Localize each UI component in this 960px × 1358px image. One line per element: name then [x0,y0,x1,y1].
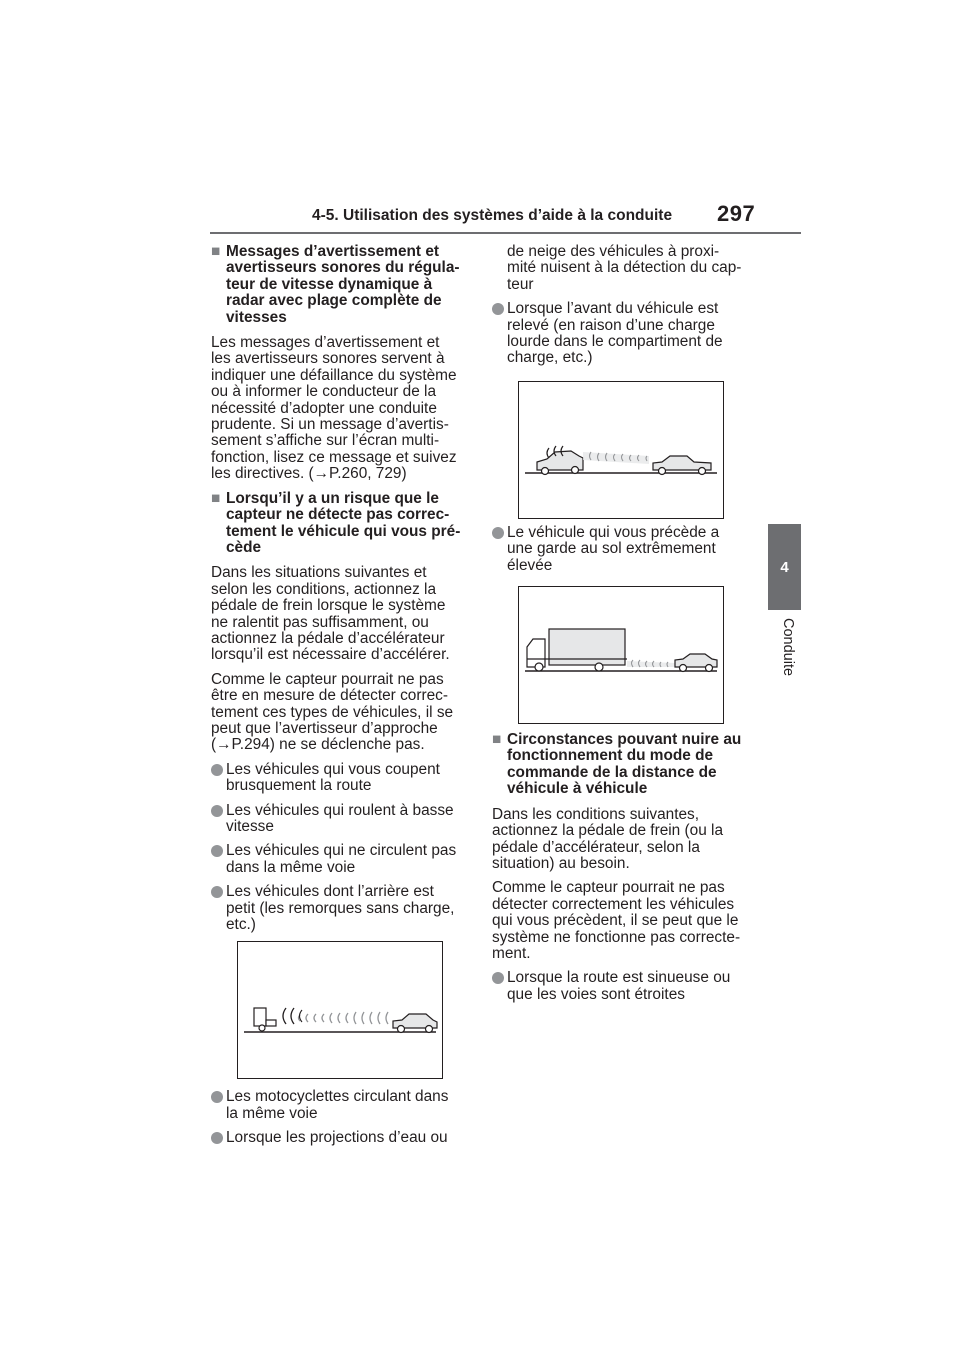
list-item: Les motocyclettes circulant dans la même voie [211,1089,475,1122]
bullet-dot-icon [211,886,223,898]
bullet-dot-icon [211,764,223,776]
paragraph-warnings: Les messages d’avertissement et les avertisseurs sonores servent à indiquer une défaillance du système ou à informer le conducteur de la nécessité d’adopter une conduite prudente. Si un message d’avertis- sement s’affiche sur l’écran multi- fonction, lisez ce message et suivez les directives. (→P.260, 729) [211,335,475,483]
section-heading-sensor: ■ Lorsqu’il y a un risque que le capteur ne détecte pas correc- tement le véhicule qui vous pré- cède [211,489,461,556]
right-column [492,244,757,1011]
bullet-dot-icon [492,303,504,315]
left-column [211,244,475,1155]
section-heading-warnings: ■ Messages d’avertissement et avertisseurs sonores du régula- teur de vitesse dynamique à radar avec plage complète de vitesses [211,243,460,326]
bullet-dot-icon [211,1132,223,1144]
bullet-dot-icon [211,845,223,857]
illustration-raised-front [518,381,724,519]
square-bullet-icon: ■ [211,243,221,260]
chapter-tab[interactable] [768,524,801,610]
chapter-label: Conduite [780,618,796,677]
paragraph-sensor-detection: Comme le capteur pourrait ne pas détecter correctement les véhicules qui vous précèdent, il se peut que le système ne fonctionne pas correcte- ment. [492,879,741,962]
list-item: Lorsque la route est sinueuse ou que les voies sont étroites [492,970,757,1003]
bullet-dot-icon [492,972,504,984]
list-item: Les véhicules qui vous coupent brusquement la route [211,762,475,795]
list-item: Lorsque les projections d’eau ou [211,1130,475,1146]
bullet-dot-icon [211,805,223,817]
list-item: Les véhicules dont l’arrière est petit (les remorques sans charge, etc.) [211,884,475,933]
continuation-text: de neige des véhicules à proxi- mité nuisent à la détection du cap- teur [507,243,742,293]
bullet-dot-icon [211,1091,223,1103]
square-bullet-icon: ■ [211,489,221,507]
bullet-dot-icon [492,527,504,539]
page-reference-link[interactable]: les directives. (→P.260, 729) [211,465,407,483]
illustration-high-clearance-truck [518,586,724,724]
section-heading-distance-control: ■ Circonstances pouvant nuire au fonctionnement du mode de commande de la distance de véhicule à véhicule [492,731,742,798]
header-rule [210,232,801,234]
section-title: 4-5. Utilisation des systèmes d’aide à la conduite [312,207,673,224]
list-item: Le véhicule qui vous précède a une garde au sol extrêmement élevée [492,525,757,574]
page-reference-link[interactable]: (→P.294) ne se déclenche pas. [211,736,425,754]
page-number: 297 [717,201,756,226]
list-item: Les véhicules qui ne circulent pas dans la même voie [211,843,475,876]
chapter-number: 4 [780,558,789,576]
illustration-small-trailer [237,941,443,1079]
paragraph-situations: Dans les situations suivantes et selon les conditions, actionnez la pédale de frein lorsque le système ne ralentit pas suffisamment, ou actionnez la pédale d’accélérateur lorsqu’il est nécessaire d’accélérer. [211,564,450,664]
list-item: Lorsque l’avant du véhicule est relevé (en raison d’une charge lourde dans le compartiment de charge, etc.) [492,301,757,367]
paragraph-approach-warning: Comme le capteur pourrait ne pas être en mesure de détecter correc- tement ces types de véhicules, il se peut que l’avertisseur d’approche (→P.294) ne se déclenche pas. [211,672,475,754]
paragraph-conditions: Dans les conditions suivantes, actionnez la pédale de frein (ou la pédale d’accélérateur, selon la situation) au besoin. [492,805,724,872]
square-bullet-icon: ■ [492,731,502,749]
list-item: Les véhicules qui roulent à basse vitesse [211,803,475,836]
